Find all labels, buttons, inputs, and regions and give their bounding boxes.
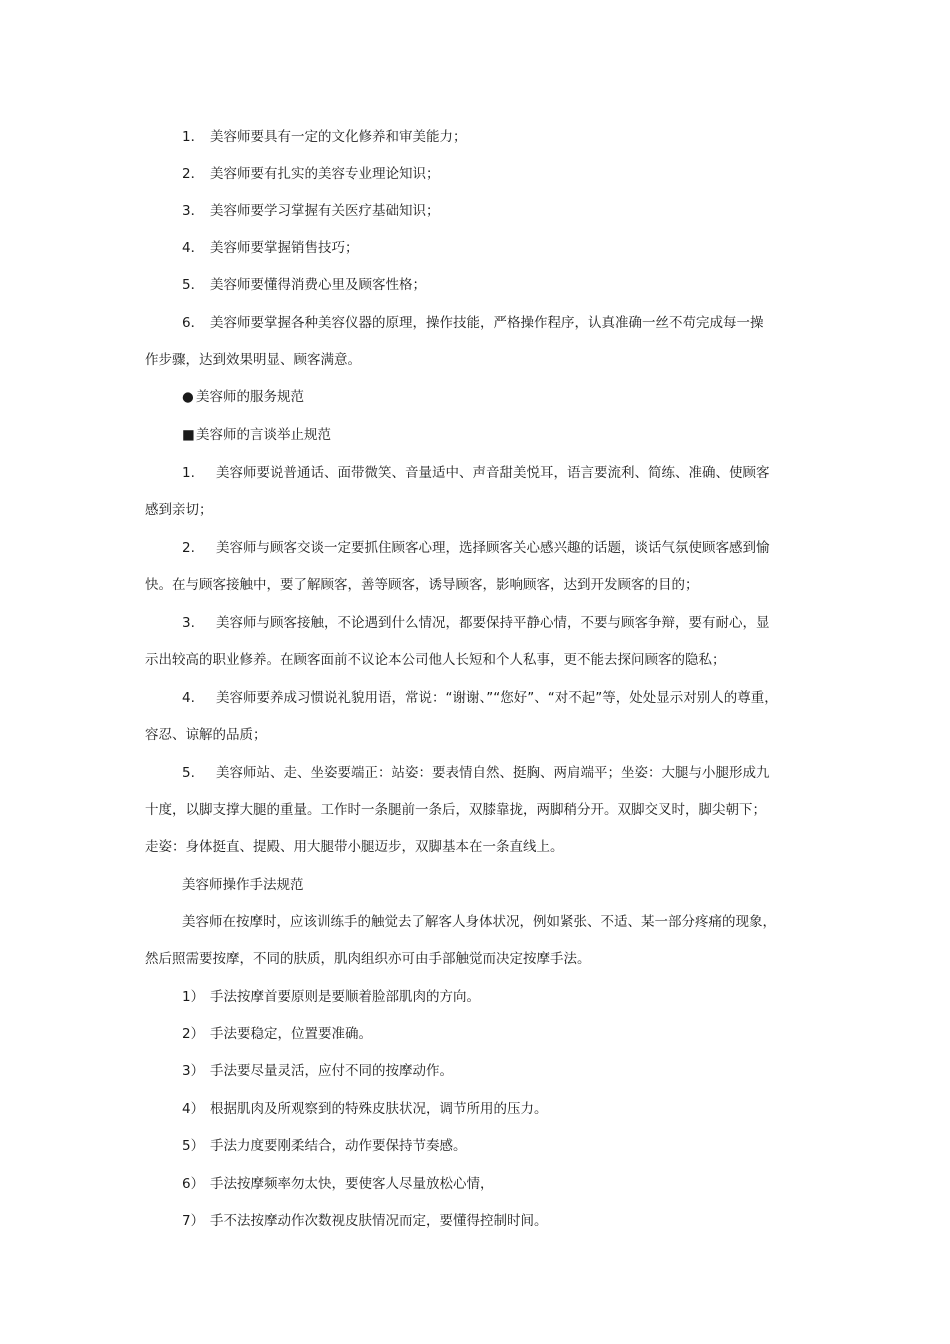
list-item: 3. 美容师与顾客接触，不论遇到什么情况，都要保持平静心情，不要与顾客争辩，要有耐心，显: [182, 615, 770, 631]
list-item-continuation: 示出较高的职业修养。在顾客面前不议论本公司他人长短和个人私事，更不能去探问顾客的隐私；: [145, 652, 726, 668]
list-item-continuation: 快。在与顾客接触中，要了解顾客，善等顾客，诱导顾客，影响顾客，达到开发顾客的目的；: [145, 577, 699, 593]
list-item: 1） 手法按摩首要原则是要顺着脸部肌肉的方向。: [182, 989, 480, 1005]
list-item: 2． 美容师要有扎实的美容专业理论知识；: [182, 166, 440, 182]
list-item: 2. 美容师与顾客交谈一定要抓住顾客心理，选择顾客关心感兴趣的话题，谈话气氛使顾客感到愉: [182, 540, 770, 556]
paragraph-line: 美容师在按摩时，应该训练手的触觉去了解客人身体状况，例如紧张、不适、某一部分疼痛的现象，: [182, 914, 776, 930]
bullet-square-icon: ■: [182, 427, 195, 443]
section-heading-speech: ■美容师的言谈举止规范: [182, 427, 331, 443]
list-item-continuation: 感到亲切；: [145, 502, 213, 518]
list-item: 5. 美容师站、走、坐姿要端正：站姿：要表情自然、挺胸、两肩端平；坐姿：大腿与小腿形成九: [182, 765, 770, 781]
list-item-continuation: 走姿：身体挺直、提殿、用大腿带小腿迈步，双脚基本在一条直线上。: [145, 839, 564, 855]
list-item: 2） 手法要稳定，位置要准确。: [182, 1026, 372, 1042]
list-item: 4. 美容师要养成习惯说礼貌用语，常说：“谢谢、”“您好”、“对不起”等，处处显示对别人的尊重，: [182, 690, 778, 706]
list-item: 7） 手不法按摩动作次数视皮肤情况而定，要懂得控制时间。: [182, 1213, 548, 1229]
list-item-continuation: 作步骤，达到效果明显、顾客满意。: [145, 352, 361, 368]
list-item: 5） 手法力度要刚柔结合，动作要保持节奏感。: [182, 1138, 467, 1154]
list-item: 6． 美容师要掌握各种美容仪器的原理，操作技能，严格操作程序，认真准确一丝不苟完成每一操: [182, 315, 764, 331]
paragraph-line: 然后照需要按摩，不同的肤质，肌肉组织亦可由手部触觉而决定按摩手法。: [145, 951, 591, 967]
list-item: 4） 根据肌肉及所观察到的特殊皮肤状况，调节所用的压力。: [182, 1101, 548, 1117]
list-item-continuation: 十度，以脚支撑大腿的重量。工作时一条腿前一条后，双膝靠拢，两脚稍分开。双脚交叉时，脚尖朝下；: [145, 802, 766, 818]
list-item: 6） 手法按摩频率勿太快，要使客人尽量放松心情，: [182, 1176, 494, 1192]
list-item: 1. 美容师要说普通话、面带微笑、音量适中、声音甜美悦耳，语言要流利、简练、准确、使顾客: [182, 465, 770, 481]
list-item: 3） 手法要尽量灵活，应付不同的按摩动作。: [182, 1063, 453, 1079]
list-item: 1． 美容师要具有一定的文化修养和审美能力；: [182, 129, 467, 145]
list-item-continuation: 容忍、谅解的品质；: [145, 727, 267, 743]
section-heading-technique: 美容师操作手法规范: [182, 877, 304, 893]
list-item: 4． 美容师要掌握销售技巧；: [182, 240, 359, 256]
section-heading-service: ● 美容师的服务规范: [182, 389, 304, 405]
list-item: 5． 美容师要懂得消费心里及顾客性格；: [182, 277, 426, 293]
bullet-dot-icon: ●: [182, 389, 194, 405]
list-item: 3． 美容师要学习掌握有关医疗基础知识；: [182, 203, 440, 219]
